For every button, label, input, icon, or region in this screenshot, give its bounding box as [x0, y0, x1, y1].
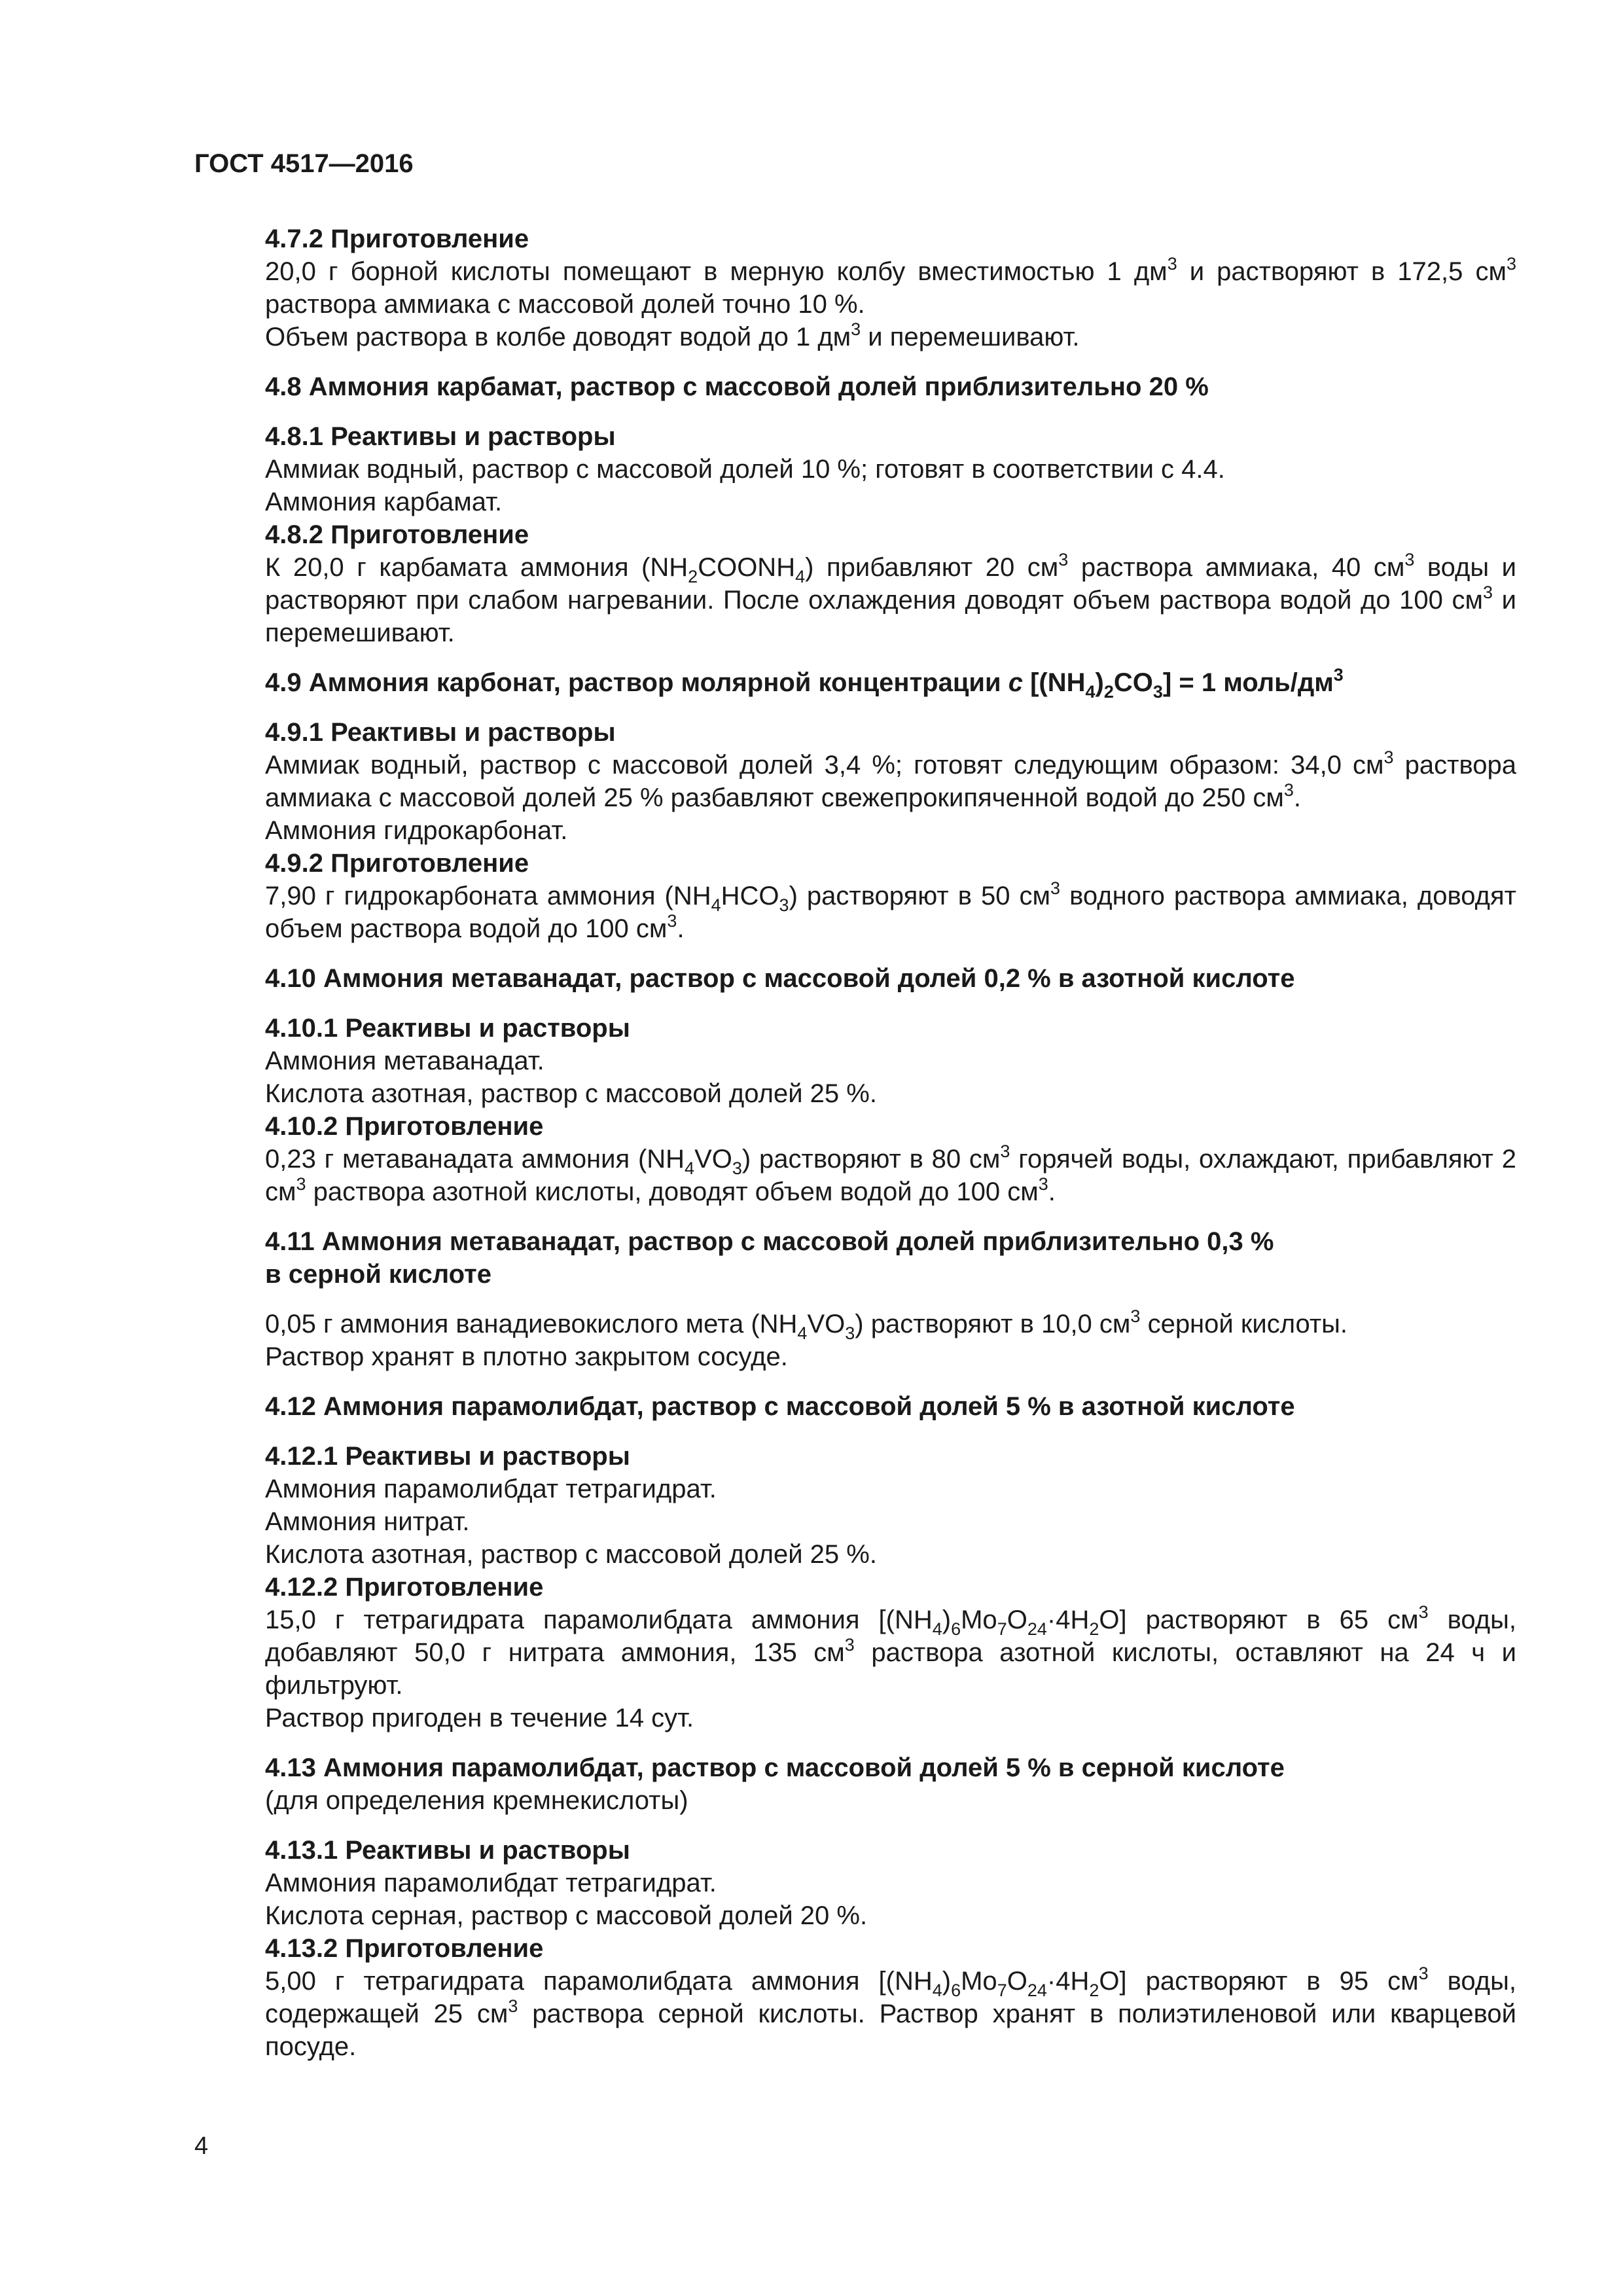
- subsection-heading: 4.10.1 Реактивы и растворы: [265, 1014, 630, 1043]
- subsection-heading: 4.13.2 Приготовление: [265, 1934, 544, 1963]
- paragraph: К 20,0 г карбамата аммония $(NH_2COONH_4)$ прибавляют 20 $см^3$ раствора аммиака, 40 $см^3$ воды и растворяют при слабом нагревании. После охлаждения доводят объем раствора водой до 100 $см^3$ и перемешивают.: [265, 550, 1517, 647]
- subsection-heading: 4.12.1 Реактивы и растворы: [265, 1442, 630, 1471]
- subsection-heading: 4.8.1 Реактивы и растворы: [265, 422, 616, 451]
- reagent-item: Аммония нитрат.: [265, 1507, 470, 1536]
- reagent-item: Аммония парамолибдат тетрагидрат.: [265, 1869, 717, 1897]
- section-heading: 4.8 Аммония карбамат, раствор с массовой долей приблизительно 20 %: [265, 372, 1209, 401]
- subsection-heading: 4.7.2 Приготовление: [265, 224, 529, 253]
- section-heading-continued: в серной кислоте: [265, 1260, 491, 1289]
- paragraph: Объем раствора в колбе доводят водой до 1 $дм^3$ и перемешивают.: [265, 319, 1080, 351]
- reagent-item: Кислота серная, раствор с массовой долей 20 %.: [265, 1901, 868, 1930]
- paragraph: 7,90 г гидрокарбоната аммония $(NH_4HCO_3)$ растворяют в 50 $см^3$ водного раствора аммиака, доводят объем раствора водой до 100 $см^3$.: [265, 878, 1516, 943]
- standard-header: ГОСТ 4517—2016: [194, 149, 414, 178]
- section-heading: 4.9 Аммония карбонат, раствор молярной концентрации c $[(NH_4)_2CO_3] = 1$ моль/$дм^3$: [265, 665, 1344, 702]
- section-heading: 4.13 Аммония парамолибдат, раствор с массовой долей 5 % в серной кислоте: [265, 1753, 1285, 1782]
- section-heading: 4.11 Аммония метаванадат, раствор с массовой долей приблизительно 0,3 %: [265, 1227, 1274, 1256]
- reagent-item: Кислота азотная, раствор с массовой долей 25 %.: [265, 1079, 877, 1108]
- reagent-item: Аммония гидрокарбонат.: [265, 816, 568, 845]
- section-heading: 4.12 Аммония парамолибдат, раствор с массовой долей 5 % в азотной кислоте: [265, 1392, 1295, 1421]
- reagent-item: Аммония карбамат.: [265, 488, 503, 516]
- paragraph: Раствор пригоден в течение 14 сут.: [265, 1704, 694, 1732]
- page-number: 4: [194, 2132, 209, 2160]
- reagent-item: Кислота азотная, раствор с массовой долей 25 %.: [265, 1540, 877, 1569]
- subsection-heading: 4.10.2 Приготовление: [265, 1112, 544, 1141]
- document-body: [194, 223, 1516, 2063]
- subsection-heading: 4.8.2 Приготовление: [265, 520, 529, 549]
- paragraph: 20,0 г борной кислоты помещают в мерную колбу вместимостью 1 $дм^3$ и растворяют в 172,5 $см^3$ раствора аммиака с массовой долей точно 10 %.: [265, 254, 1517, 319]
- section-heading: 4.10 Аммония метаванадат, раствор с массовой долей 0,2 % в азотной кислоте: [265, 964, 1295, 993]
- subsection-heading: 4.12.2 Приготовление: [265, 1573, 544, 1602]
- section-heading-note: (для определения кремнекислоты): [265, 1786, 688, 1815]
- paragraph: 15,0 г тетрагидрата парамолибдата аммония $[(NH_4)_6Mo_7O_{24}\cdot 4H_2O]$ растворяют в 65 $см^3$ воды, добавляют 50,0 г нитрата аммония, 135 $см^3$ раствора азотной кислоты, оставляют на 24 ч и фильтруют.: [265, 1602, 1516, 1700]
- subsection-heading: 4.9.2 Приготовление: [265, 849, 529, 878]
- paragraph: 0,23 г метаванадата аммония $(NH_4VO_3)$ растворяют в 80 $см^3$ горячей воды, охлаждают, прибавляют 2 $см^3$ раствора азотной кислоты, доводят объем водой до 100 $см^3$.: [265, 1141, 1516, 1206]
- reagent-item: Аммиак водный, раствор с массовой долей 10 %; готовят в соответствии с 4.4.: [265, 455, 1225, 484]
- reagent-item: Аммиак водный, раствор с массовой долей 3,4 %; готовят следующим образом: 34,0 $см^3$ раствора аммиака с массовой долей 25 % разбавляют свежепрокипяченной водой до 250 $см^3$.: [265, 747, 1516, 812]
- paragraph: Раствор хранят в плотно закрытом сосуде.: [265, 1342, 788, 1371]
- reagent-item: Аммония метаванадат.: [265, 1047, 544, 1075]
- paragraph: 5,00 г тетрагидрата парамолибдата аммония $[(NH_4)_6Mo_7O_{24}\cdot 4H_2O]$ растворяют в 95 $см^3$ воды, содержащей 25 $см^3$ раствора серной кислоты. Раствор хранят в полиэтиленовой или кварцевой посуде.: [265, 1964, 1516, 2061]
- reagent-item: Аммония парамолибдат тетрагидрат.: [265, 1475, 717, 1503]
- paragraph: 0,05 г аммония ванадиевокислого мета $(NH_4VO_3)$ растворяют в 10,0 $см^3$ серной кислоты.: [265, 1306, 1348, 1343]
- subsection-heading: 4.13.1 Реактивы и растворы: [265, 1836, 630, 1865]
- subsection-heading: 4.9.1 Реактивы и растворы: [265, 718, 616, 747]
